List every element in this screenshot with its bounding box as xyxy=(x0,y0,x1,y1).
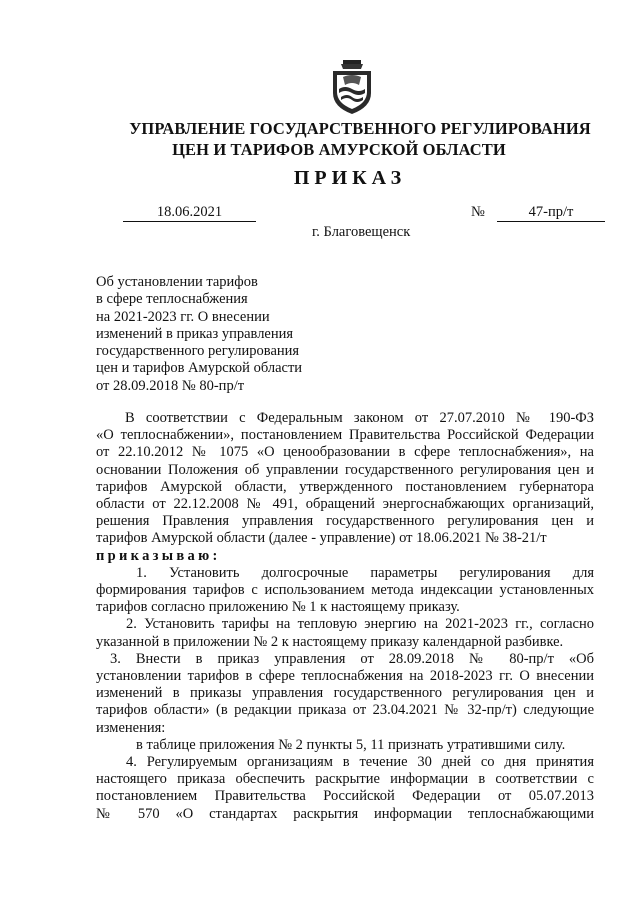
text-line: изменений в приказы управления государственного регулирования цен и xyxy=(96,685,594,702)
text-line: 1. Установить долгосрочные параметры регулирования для xyxy=(136,564,594,581)
text-line: изменения: xyxy=(96,719,166,736)
text-line: тарифов Амурской области (далее - управление) от 18.06.2021 № 38-21/т xyxy=(96,530,547,547)
document-type-title: ПРИКАЗ xyxy=(293,167,407,189)
text-line: 4. Регулируемым организациям в течение 30 дней со дня принятия xyxy=(126,754,594,771)
order-date: 18.06.2021 xyxy=(123,203,256,222)
subject-line: в сфере теплоснабжения xyxy=(96,291,248,308)
order-body xyxy=(96,410,594,823)
text-line: установлении тарифов в сфере теплоснабжения на 2018-2023 гг. О внесении xyxy=(96,668,594,685)
text-line: области от 22.12.2008 № 491, обращений энергоснабжающих организаций, xyxy=(96,496,594,513)
subject-line: изменений в приказ управления xyxy=(96,325,294,342)
text-line: «О теплоснабжении», постановлением Правительства Российской Федерации xyxy=(96,427,594,444)
subject-line: цен и тарифов Амурской области xyxy=(96,360,303,377)
city-name: г. Благовещенск xyxy=(312,224,411,240)
text-line: указанной в приложении № 2 к настоящему приказу календарной разбивке. xyxy=(96,633,564,650)
text-line: настоящего приказа обеспечить раскрытие информации в соответствии с xyxy=(96,771,594,788)
text-line: тарифов Амурской области, утвержденного постановлением губернатора xyxy=(96,478,594,495)
text-line: № 570 «О стандартах раскрытия информации теплоснабжающими xyxy=(96,805,594,822)
subject-line: Об установлении тарифов xyxy=(96,274,258,290)
text-line: 3. Внести в приказ управления от 28.09.2018 № 80-пр/т «Об xyxy=(110,650,594,667)
preamble-paragraph xyxy=(96,410,594,548)
number-sign: № xyxy=(471,204,485,220)
text-line: 2. Установить тарифы на тепловую энергию на 2021-2023 гг., согласно xyxy=(126,616,594,633)
text-line: тарифов согласно приложению № 1 к настоящему приказу. xyxy=(96,599,460,616)
order-number: 47-пр/т xyxy=(497,203,605,222)
text-line: решения Правления управления государственного регулирования цен и xyxy=(96,513,594,530)
item-1-paragraph xyxy=(96,565,594,617)
text-line: основании Положения об управлении государственного регулирования цен и xyxy=(96,461,594,478)
item-3-paragraph xyxy=(96,651,594,754)
organization-name-line2: ЦЕН И ТАРИФОВ АМУРСКОЙ ОБЛАСТИ xyxy=(172,140,506,159)
item-2-paragraph xyxy=(96,616,594,650)
organization-name-line1: УПРАВЛЕНИЕ ГОСУДАРСТВЕННОГО РЕГУЛИРОВАНИЯ xyxy=(129,119,591,138)
text-line: постановлением Правительства Российской Федерации от 05.07.2013 xyxy=(96,788,594,805)
text-line: В соответствии с Федеральным законом от 27.07.2010 № 190-ФЗ xyxy=(125,410,594,426)
text-line: формирования тарифов с использованием метода индексации установленных xyxy=(96,582,594,599)
text-line: в таблице приложения № 2 пункты 5, 11 признать утратившими силу. xyxy=(136,736,566,753)
text-line: тарифов области» (в редакции приказа от 23.04.2021 № 32-пр/т) следующие xyxy=(96,702,594,719)
subject-line: государственного регулирования xyxy=(96,343,300,360)
item-4-paragraph xyxy=(96,754,594,823)
text-line: от 22.10.2012 № 1075 «О ценообразовании в сфере теплоснабжения», на xyxy=(96,444,594,461)
orders-word: приказываю: xyxy=(96,547,221,564)
amur-coat-of-arms-icon xyxy=(329,59,375,115)
subject-line: от 28.09.2018 № 80-пр/т xyxy=(96,377,245,394)
order-subject xyxy=(96,274,326,395)
subject-line: на 2021-2023 гг. О внесении xyxy=(96,308,270,325)
